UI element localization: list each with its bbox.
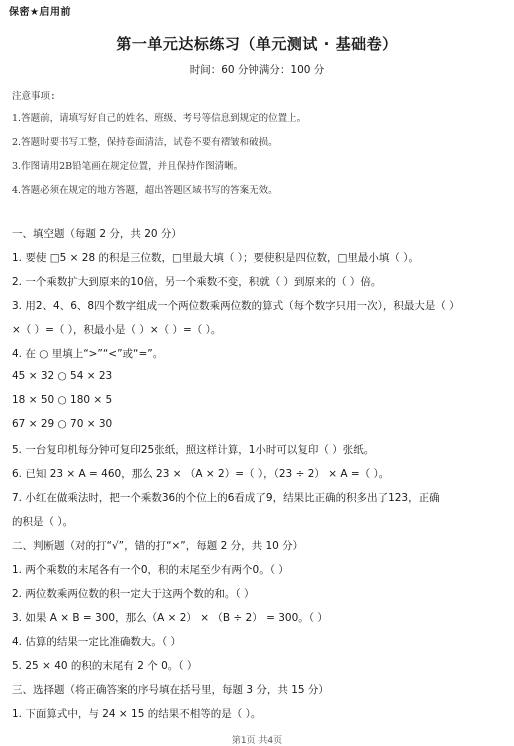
question-line: 18 × 50 ○ 180 × 5: [12, 394, 113, 406]
question-line: 1. 两个乘数的末尾各有一个0，积的末尾至少有两个0。（ ）: [12, 564, 289, 576]
notice-heading: 注意事项:: [12, 91, 56, 102]
question-line: 45 × 32 ○ 54 × 23: [12, 370, 113, 382]
question-line: ×（ ）=（ ），积最小是（ ）×（ ）=（ ）。: [12, 324, 222, 336]
question-line: 4. 估算的结果一定比准确数大。（ ）: [12, 636, 181, 648]
question-line: 67 × 29 ○ 70 × 30: [12, 418, 113, 430]
question-line: 1. 要使 □5 × 28 的积是三位数，□里最大填（ ）；要使积是四位数，□里最小填（ ）。: [12, 252, 419, 264]
time-and-score: 时间：60 分钟满分：100 分: [189, 64, 325, 76]
question-line: 6. 已知 23 × A = 460，那么 23 × （A × 2）=（ ），（23 ÷ 2） × A =（ ）。: [12, 468, 390, 480]
notice-item: 4.答题必须在规定的地方答题，超出答题区域书写的答案无效。: [12, 185, 278, 196]
notice-item: 3.作图请用2B铅笔画在规定位置，并且保持作图清晰。: [12, 161, 244, 172]
question-line: 5. 一台复印机每分钟可复印25张纸，照这样计算，1小时可以复印（ ）张纸。: [12, 444, 375, 456]
section-heading-multiple-choice: 三、选择题（将正确答案的序号填在括号里，每题 3 分，共 15 分）: [12, 684, 329, 696]
notice-item: 2.答题时要书写工整，保持卷面清洁，试卷不要有褶皱和破损。: [12, 137, 278, 148]
question-line: 3. 如果 A × B = 300，那么（A × 2） × （B ÷ 2） = 300。（ ）: [12, 612, 328, 624]
page-footer: 第1页 共4页: [231, 736, 283, 746]
question-line: 1. 下面算式中，与 24 × 15 的结果不相等的是（ ）。: [12, 708, 262, 720]
question-line: 7. 小红在做乘法时，把一个乘数36的个位上的6看成了9，结果比正确的积多出了123，正确: [12, 492, 440, 504]
section-heading-true-false: 二、判断题（对的打“√”，错的打“×”，每题 2 分，共 10 分）: [12, 540, 304, 552]
section-heading-fill-blank: 一、填空题（每题 2 分，共 20 分）: [12, 228, 182, 240]
notice-item: 1.答题前，请填写好自己的姓名、班级、考号等信息到规定的位置上。: [12, 113, 307, 124]
question-line: 4. 在 ○ 里填上“>”“<”或“=”。: [12, 348, 164, 360]
page-title: 第一单元达标练习（单元测试 · 基础卷）: [116, 35, 398, 53]
question-line: 的积是（ ）。: [12, 516, 74, 528]
question-line: 2. 一个乘数扩大到原来的10倍，另一个乘数不变，积就（ ）到原来的（ ）倍。: [12, 276, 382, 288]
question-line: 3. 用2、4、6、8四个数字组成一个两位数乘两位数的算式（每个数字只用一次），积最大是（ ）: [12, 300, 460, 312]
question-line: 2. 两位数乘两位数的积一定大于这两个数的和。（ ）: [12, 588, 255, 600]
confidential-label: 保密★启用前: [9, 7, 71, 18]
question-line: 5. 25 × 40 的积的末尾有 2 个 0。（ ）: [12, 660, 198, 672]
